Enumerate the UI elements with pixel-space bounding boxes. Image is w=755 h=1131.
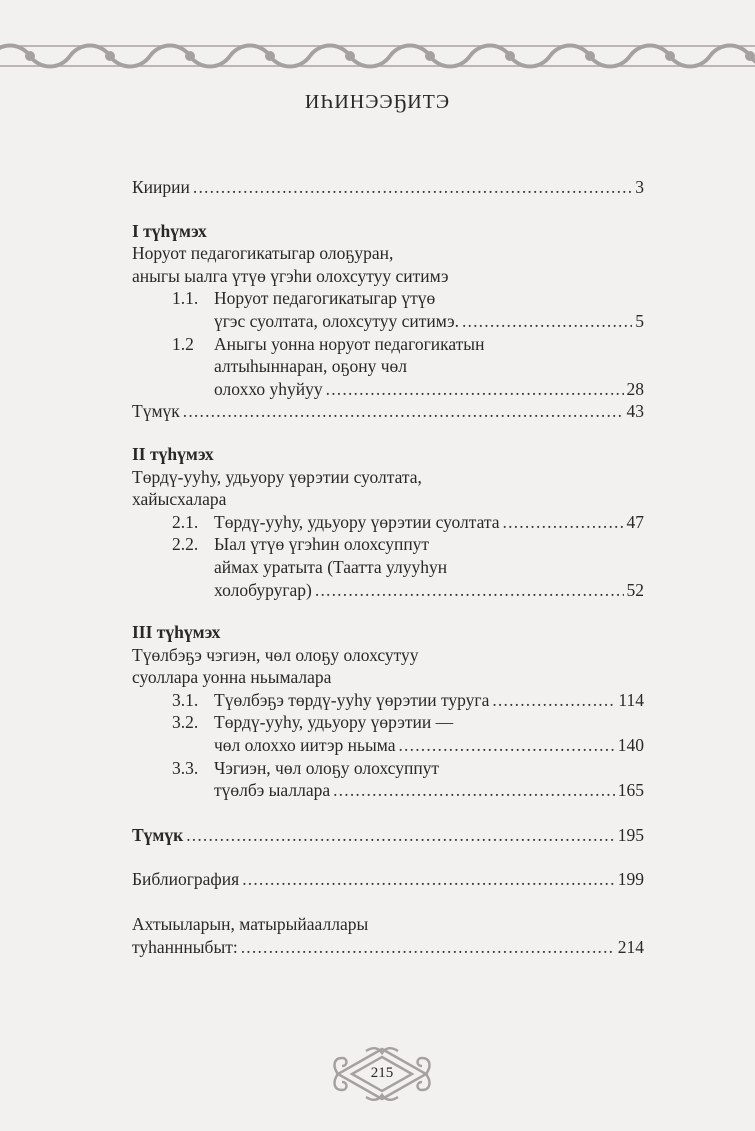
toc-page: 52 (626, 579, 644, 600)
section-title-line: Түөлбэҕэ төрдү-ууһу үөрэтии туруга (214, 689, 490, 710)
toc-entry-1-1-last[interactable] (132, 310, 644, 333)
toc-entry-bibliography[interactable] (132, 868, 644, 891)
toc-entry-sources: Ахтыыларын, матырыйааллары (132, 914, 369, 935)
toc-leader (193, 176, 632, 199)
toc-page: 165 (617, 780, 644, 801)
toc-page: 195 (617, 824, 644, 845)
toc-leader (315, 579, 624, 602)
toc-entry-conclusion[interactable] (132, 824, 644, 847)
section-number: 2.2. (172, 534, 199, 555)
section-title-line: аймах уратыта (Таатта улууһун (214, 556, 448, 577)
toc-page: 5 (635, 310, 644, 331)
toc-label: туһаннныбыт: (132, 936, 238, 957)
toc-leader (242, 868, 615, 891)
section-title-line: Төрдү-ууһу, удьуору үөрэтии — (214, 712, 454, 733)
toc-label: Библиография (132, 869, 240, 890)
toc-leader (333, 779, 615, 802)
toc-entry-intro[interactable] (132, 176, 644, 199)
toc-page: 114 (618, 689, 644, 710)
toc-leader (183, 400, 624, 423)
toc-leader (492, 689, 615, 712)
section-number: 3.3. (172, 757, 199, 778)
section-number: 2.1. (172, 511, 199, 532)
toc-leader (503, 511, 624, 534)
toc-page: 140 (617, 735, 644, 756)
section-number: 3.1. (172, 689, 199, 710)
toc-entry-2-2-last[interactable] (132, 579, 644, 602)
toc-entry-3-3-last[interactable] (132, 779, 644, 802)
toc-page: 199 (617, 869, 644, 890)
chapter-1-title-line: аныгы ыалга үтүө үгэһи олохсутуу ситимэ (132, 265, 449, 286)
toc-entry-2-2 (132, 533, 644, 556)
toc-entry-sources-last[interactable] (132, 936, 644, 959)
chapter-2-title-line: Төрдү-ууһу, удьуору үөрэтии суолтата, (132, 466, 422, 487)
toc-entry-1-2 (132, 333, 644, 356)
page-number: 215 (370, 1065, 394, 1081)
toc-page: 3 (635, 177, 644, 197)
toc-leader (462, 310, 632, 333)
section-number: 1.2 (172, 333, 194, 354)
section-title-line: Төрдү-ууһу, удьуору үөрэтии суолтата (214, 511, 500, 532)
toc-leader (398, 734, 614, 757)
toc-entry-1-1 (132, 287, 644, 310)
toc-entry-chapter-1-summary[interactable] (132, 400, 644, 423)
toc-page: 214 (617, 936, 644, 957)
toc-page: 43 (626, 401, 644, 422)
toc-label: Түмүк (132, 824, 184, 845)
chapter-1-heading: I түһүмэх (132, 220, 207, 241)
chapter-2-heading: II түһүмэх (132, 443, 214, 464)
section-title-line: алтыһыннаран, оҕону чөл (214, 356, 407, 377)
toc-label: Киирии (132, 177, 190, 197)
section-title-line: Норуот педагогикатыгар үтүө (214, 288, 436, 309)
chapter-1-title-line: Норуот педагогикатыгар олоҕуран, (132, 243, 394, 264)
toc-entry-3-3 (132, 757, 644, 780)
toc-entry-2-1[interactable] (132, 511, 644, 534)
toc-page: 28 (626, 378, 644, 399)
section-title-line: холобуругар) (214, 579, 312, 600)
section-title-line: үгэс суолтата, олохсутуу ситимэ. (214, 310, 459, 331)
section-title-line: Аныгы уонна норуот педагогикатын (214, 333, 485, 354)
ornament-top-border (0, 28, 755, 84)
table-of-contents (132, 176, 644, 958)
section-number: 3.2. (172, 712, 199, 733)
toc-entry-3-2 (132, 711, 644, 734)
chapter-2-title-line: хайысхалара (132, 489, 227, 510)
section-title-line: олоххо уһуйуу (214, 378, 323, 399)
toc-entry-3-2-last[interactable] (132, 734, 644, 757)
section-title-line: Чэгиэн, чөл олоҕу олохсуппут (214, 757, 440, 778)
section-title-line: Ыал үтүө үгэһин олохсуппут (214, 534, 430, 555)
page-title: ИҺИНЭЭҔИТЭ (304, 91, 451, 113)
toc-leader (241, 936, 615, 959)
toc-leader (326, 378, 624, 401)
section-number: 1.1. (172, 288, 199, 309)
toc-entry-1-2-last[interactable] (132, 378, 644, 401)
section-title-line: түөлбэ ыаллара (214, 780, 331, 801)
chapter-3-heading: III түһүмэх (132, 622, 221, 643)
toc-entry-3-1[interactable] (132, 689, 644, 712)
section-title-line: чөл олоххо иитэр ньыма (214, 735, 396, 756)
chapter-3-title-line: суоллара уонна ньымалара (132, 667, 332, 688)
toc-leader (186, 824, 615, 847)
toc-label: Түмүк (132, 401, 180, 422)
toc-page: 47 (626, 511, 644, 532)
chapter-3-title-line: Түөлбэҕэ чэгиэн, чөл олоҕу олохсутуу (132, 644, 419, 665)
